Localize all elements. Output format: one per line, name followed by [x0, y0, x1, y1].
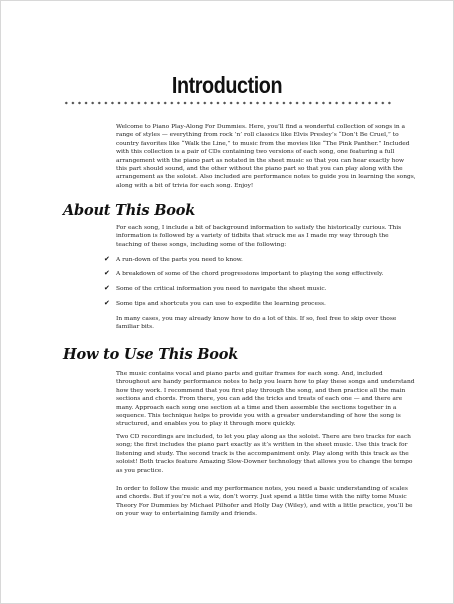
bullet-item [104, 255, 424, 264]
checkmark-icon: ✔ [104, 269, 110, 277]
intro-paragraph: Welcome to Piano Play-Along For Dummies. Here, you’ll find a wonderful collection of songs in a range of styles — everything from rock ’n’ roll classics like Elvis Presley’s “Don’t Be Cruel,” to country favorites like “Walk the Line,” to music from the movies like “The Pink Panther.” Included with this collection is a pair of CDs containing two versions of each song, one featuring a full arrangement with the piano part as notated in the sheet music so that you can hear exactly how this part should sound, and the other without the piano part so that you can play along with the arrangement as the soloist. Also included are performance notes to guide you in learning the songs, along with a bit of trivia for each song. Enjoy! [116, 124, 416, 189]
about-outro-paragraph: In many cases, you may already know how to do a lot of this. If so, feel free to skip over those familiar bits. [116, 316, 397, 331]
about-intro-paragraph: For each song, I include a bit of background information to satisfy the historically curious. This information is followed by a variety of tidbits that struck me as I made my way through the teaching of these songs, including some of the following: [116, 225, 402, 248]
bullet-text: A run-down of the parts you need to know. [116, 257, 243, 263]
bullet-text: A breakdown of some of the chord progressions important to playing the song effectively. [116, 271, 384, 277]
howto-heading: How to Use This Book [63, 346, 239, 363]
bullet-text: Some of the critical information you need to navigate the sheet music. [116, 286, 327, 292]
bullet-text: Some tips and shortcuts you can use to expedite the learning process. [116, 301, 326, 307]
howto-paragraph: The music contains vocal and piano parts and guitar frames for each song. And, included throughout are handy performance notes to help you learn how to play these songs and understand how they work. I recommend that you first play through the song, and then practice all the main sections and chords. From there, you can add the tricks and treats of each one — and there are many. Approach each song one section at a time and then assemble the sections together in a sequence. This technique helps to provide you with a greater understanding of how the song is structured, and enables you to play it through more quickly. [116, 371, 415, 428]
dotted-divider [63, 100, 393, 106]
about-heading: About This Book [63, 202, 196, 219]
checkmark-icon: ✔ [104, 255, 110, 263]
bullet-item [104, 269, 424, 278]
howto-paragraph: In order to follow the music and my performance notes, you need a basic understanding of scales and chords. But if you’re not a wiz, don’t worry. Just spend a little time with the nifty tome Music Theory For Dummies by Michael Pilhofer and Holly Day (Wiley), and with a little practice, you’ll be on your way to entertaining family and friends. [116, 486, 413, 518]
howto-paragraph: Two CD recordings are included, to let you play along as the soloist. There are two tracks for each song; the first includes the piano part exactly as it’s written in the sheet music. Use this track for listening and study. The second track is the accompaniment only. Play along with this track as the soloist! Both tracks feature Amazing Slow-Downer technology that allows you to change the tempo as you practice. [116, 434, 413, 474]
bullet-item [104, 284, 424, 293]
page-title: Introduction [171, 72, 283, 98]
bullet-item [104, 299, 424, 308]
checkmark-icon: ✔ [104, 299, 110, 307]
checkmark-icon: ✔ [104, 284, 110, 292]
